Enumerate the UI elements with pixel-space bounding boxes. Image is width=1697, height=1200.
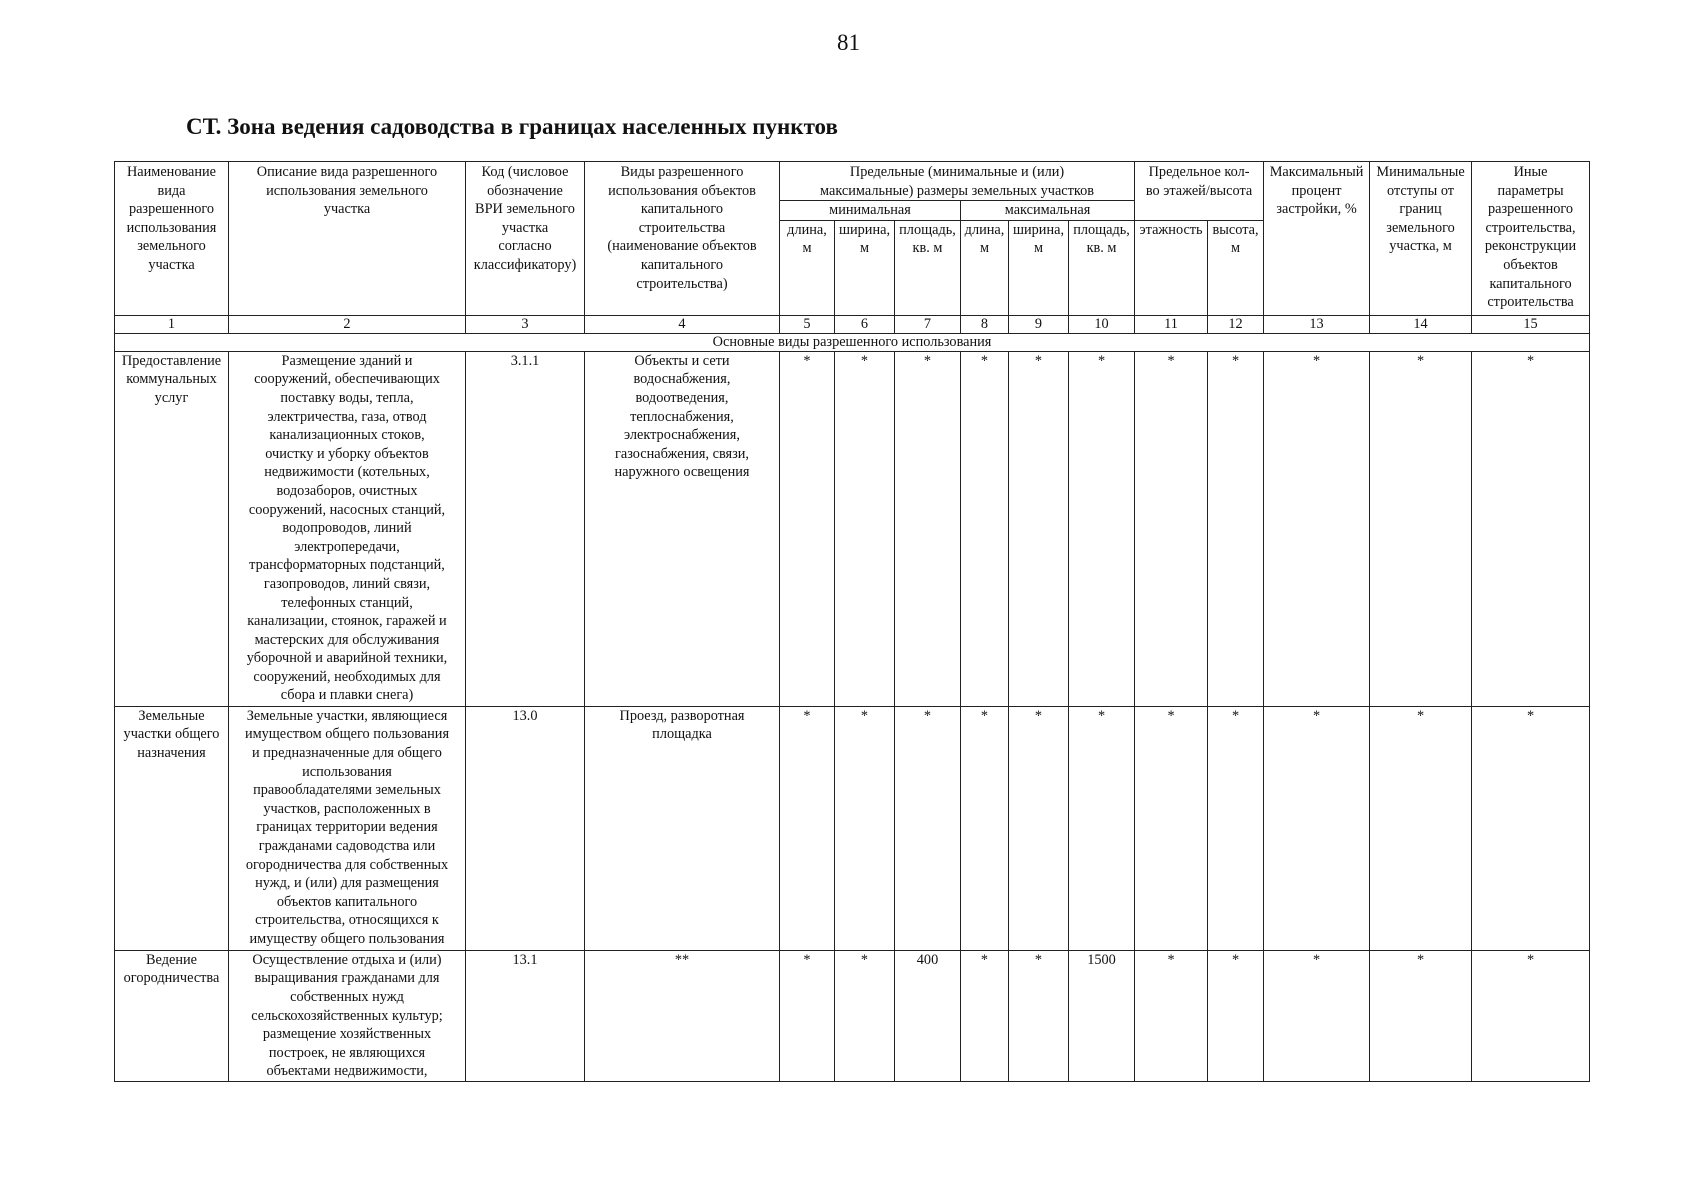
value-cell: * <box>780 351 835 706</box>
value-cell: * <box>1370 351 1472 706</box>
value-cell: * <box>1264 950 1370 1081</box>
column-number: 12 <box>1208 315 1264 333</box>
header-max-width: ширина, м <box>1009 220 1069 315</box>
value-cell: * <box>835 351 895 706</box>
use-objects: Проезд, разворотная площадка <box>585 706 780 950</box>
use-description: Размещение зданий и сооружений, обеспечивающих поставку воды, тепла, электричества, газа, отвод канализационных стоков, очистку и уборку объектов недвижимости (котельных, водозаборов, очистных сооружений, насосных станций, водопроводов, линий электропередачи, трансформаторных подстанций, газопроводов, линий связи, телефонных станций, канализации, стоянок, гаражей и мастерских для обслуживания уборочной и аварийной техники, сооружений, необходимых для сбора и плавки снега) <box>229 351 466 706</box>
value-cell: * <box>1370 950 1472 1081</box>
table-row <box>115 351 1590 706</box>
value-cell: * <box>1069 706 1135 950</box>
header-floors: этажность <box>1135 220 1208 315</box>
column-number: 15 <box>1472 315 1590 333</box>
use-description: Осуществление отдыха и (или) выращивания гражданами для собственных нужд сельскохозяйственных культур; размещение хозяйственных построек, не являющихся объектами недвижимости, <box>229 950 466 1081</box>
section-title: Основные виды разрешенного использования <box>115 333 1590 351</box>
value-cell: * <box>1472 351 1590 706</box>
header-min: минимальная <box>780 201 961 221</box>
value-cell: * <box>835 950 895 1081</box>
value-cell: * <box>1472 950 1590 1081</box>
value-cell: * <box>895 706 961 950</box>
header-name: Наименование вида разрешенного использования земельного участка <box>115 162 229 316</box>
value-cell: * <box>1135 950 1208 1081</box>
column-number: 9 <box>1009 315 1069 333</box>
value-cell: * <box>895 351 961 706</box>
column-numbers-row <box>115 315 1590 333</box>
table-row <box>115 950 1590 1081</box>
value-cell: * <box>1208 950 1264 1081</box>
header-min-width: ширина, м <box>835 220 895 315</box>
use-name: Ведение огородничества <box>115 950 229 1081</box>
column-number: 14 <box>1370 315 1472 333</box>
value-cell: * <box>1370 706 1472 950</box>
value-cell: * <box>1264 351 1370 706</box>
column-number: 8 <box>961 315 1009 333</box>
use-name: Земельные участки общего назначения <box>115 706 229 950</box>
value-cell: * <box>1264 706 1370 950</box>
value-cell: * <box>1208 351 1264 706</box>
value-cell: 400 <box>895 950 961 1081</box>
header-description: Описание вида разрешенного использования земельного участка <box>229 162 466 316</box>
value-cell: * <box>1009 351 1069 706</box>
value-cell: * <box>780 706 835 950</box>
header-min-length: длина, м <box>780 220 835 315</box>
column-number: 4 <box>585 315 780 333</box>
use-code: 3.1.1 <box>466 351 585 706</box>
header-other-params: Иные параметры разрешенного строительства, реконструкции объектов капитального строительства <box>1472 162 1590 316</box>
value-cell: * <box>1472 706 1590 950</box>
column-number: 6 <box>835 315 895 333</box>
header-code: Код (числовое обозначение ВРИ земельного участка согласно классификатору) <box>466 162 585 316</box>
header-max-length: длина, м <box>961 220 1009 315</box>
page-number: 81 <box>837 30 860 55</box>
column-number: 11 <box>1135 315 1208 333</box>
column-number: 3 <box>466 315 585 333</box>
value-cell: * <box>961 950 1009 1081</box>
header-sizes-group: Предельные (минимальные и (или) максимальные) размеры земельных участков <box>780 162 1135 201</box>
header-max: максимальная <box>961 201 1135 221</box>
column-number: 2 <box>229 315 466 333</box>
value-cell: * <box>1135 706 1208 950</box>
use-description: Земельные участки, являющиеся имуществом общего пользования и предназначенные для общего использования правообладателями земельных участков, расположенных в границах территории ведения гражданами садоводства или огородничества для собственных нужд, и (или) для размещения объектов капитального строительства, относящихся к имуществу общего пользования <box>229 706 466 950</box>
value-cell: * <box>1009 706 1069 950</box>
header-build-percent: Максимальный процент застройки, % <box>1264 162 1370 316</box>
header-floors-group: Предельное кол- во этажей/высота <box>1135 162 1264 221</box>
header-objects: Виды разрешенного использования объектов капитального строительства (наименование объектов капитального строительства) <box>585 162 780 316</box>
value-cell: * <box>1208 706 1264 950</box>
value-cell: * <box>961 351 1009 706</box>
use-code: 13.1 <box>466 950 585 1081</box>
value-cell: * <box>1009 950 1069 1081</box>
column-number: 1 <box>115 315 229 333</box>
header-setbacks: Минимальные отступы от границ земельного участка, м <box>1370 162 1472 316</box>
page-title: СТ. Зона ведения садоводства в границах населенных пунктов <box>186 114 838 139</box>
column-number: 5 <box>780 315 835 333</box>
column-number: 13 <box>1264 315 1370 333</box>
regulations-table <box>114 161 1590 1082</box>
use-objects: Объекты и сети водоснабжения, водоотведения, теплоснабжения, электроснабжения, газоснабжения, связи, наружного освещения <box>585 351 780 706</box>
table-row <box>115 706 1590 950</box>
use-code: 13.0 <box>466 706 585 950</box>
value-cell: * <box>961 706 1009 950</box>
header-row <box>115 162 1590 201</box>
value-cell: * <box>1135 351 1208 706</box>
header-max-area: площадь, кв. м <box>1069 220 1135 315</box>
value-cell: * <box>780 950 835 1081</box>
section-row <box>115 333 1590 351</box>
header-height: высота, м <box>1208 220 1264 315</box>
value-cell: 1500 <box>1069 950 1135 1081</box>
use-objects: ** <box>585 950 780 1081</box>
value-cell: * <box>1069 351 1135 706</box>
header-min-area: площадь, кв. м <box>895 220 961 315</box>
column-number: 7 <box>895 315 961 333</box>
column-number: 10 <box>1069 315 1135 333</box>
use-name: Предоставление коммунальных услуг <box>115 351 229 706</box>
value-cell: * <box>835 706 895 950</box>
